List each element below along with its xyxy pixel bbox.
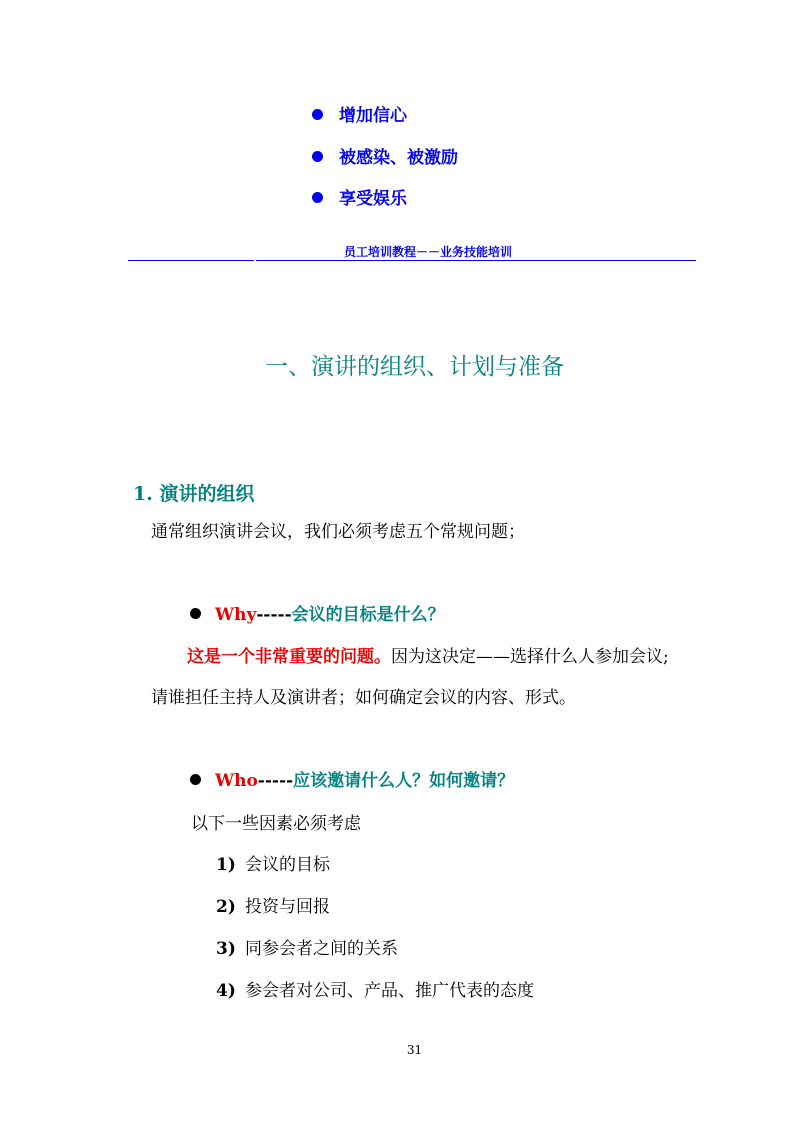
why-line-2: 请谁担任主持人及演讲者；如何确定会议的内容、形式。 xyxy=(151,688,576,708)
bullet-item xyxy=(312,146,458,170)
header-rule-left xyxy=(128,260,254,261)
section-title: 一、演讲的组织、计划与准备 xyxy=(265,354,564,380)
subsection-heading xyxy=(133,481,254,507)
why-line-1-rest: 因为这决定——选择什么人参加会议; xyxy=(391,647,669,667)
list-number: 1) xyxy=(216,855,236,875)
subsection-number: 1. xyxy=(133,483,153,505)
list-text: 投资与回报 xyxy=(245,897,330,917)
why-question: 会议的目标是什么？ xyxy=(291,605,445,625)
list-text: 参会者对公司、产品、推广代表的态度 xyxy=(245,981,534,1001)
bullet-dot-icon xyxy=(190,608,201,619)
why-keyword: Why xyxy=(215,605,257,625)
bullet-text: 被感染、被激励 xyxy=(339,148,458,168)
bullet-dot-icon xyxy=(312,151,323,162)
bullet-dot-icon xyxy=(190,774,201,785)
why-dashes: ----- xyxy=(256,605,292,625)
bullet-item xyxy=(312,104,407,128)
intro-paragraph: 通常组织演讲会议，我们必须考虑五个常规问题； xyxy=(151,522,525,542)
list-item xyxy=(216,937,398,961)
bullet-item xyxy=(312,187,407,211)
page-header: 员工培训教程－－业务技能培训 xyxy=(344,245,513,259)
who-keyword: Who xyxy=(215,771,258,791)
bullet-text: 享受娱乐 xyxy=(339,189,407,209)
list-item xyxy=(216,895,330,919)
who-bullet xyxy=(190,769,514,793)
who-dashes: ----- xyxy=(257,771,294,791)
list-text: 会议的目标 xyxy=(245,855,330,875)
list-number: 3) xyxy=(216,939,236,959)
list-number: 2) xyxy=(216,897,236,917)
who-intro: 以下一些因素必须考虑 xyxy=(191,814,361,834)
why-bullet xyxy=(190,603,445,627)
bullet-dot-icon xyxy=(312,192,323,203)
bullet-dot-icon xyxy=(312,109,323,120)
list-item xyxy=(216,853,330,877)
subsection-title: 演讲的组织 xyxy=(159,483,255,505)
page-number: 31 xyxy=(406,1043,423,1057)
why-emphasis: 这是一个非常重要的问题。 xyxy=(187,647,391,667)
why-line-1 xyxy=(187,645,669,669)
header-rule-right xyxy=(256,260,696,261)
bullet-text: 增加信心 xyxy=(339,106,407,126)
list-number: 4) xyxy=(216,981,236,1001)
list-text: 同参会者之间的关系 xyxy=(245,939,398,959)
list-item xyxy=(216,979,534,1003)
who-question: 应该邀请什么人？如何邀请？ xyxy=(293,771,515,791)
